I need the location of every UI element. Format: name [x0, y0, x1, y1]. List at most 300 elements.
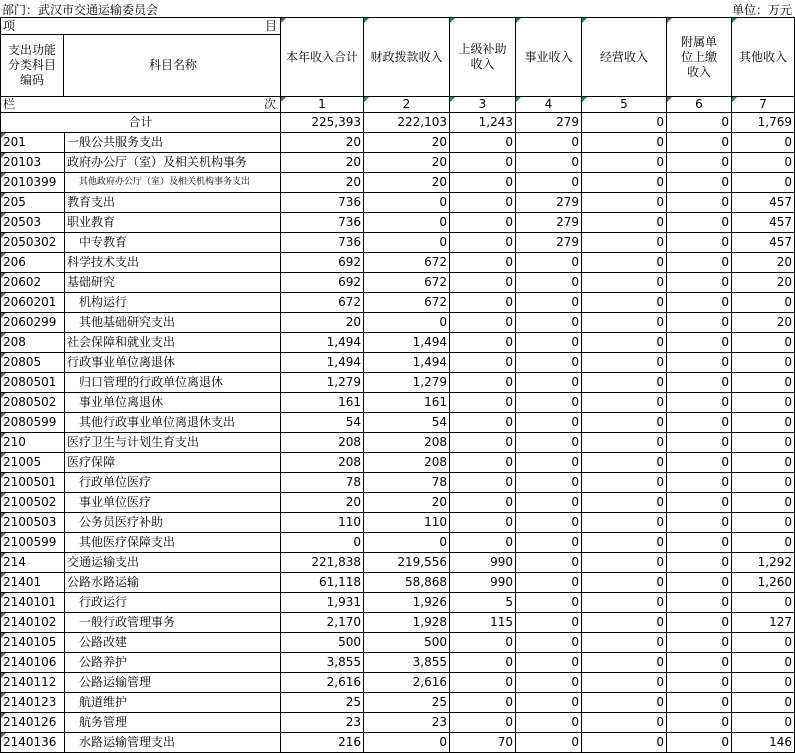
row-value: 0 [667, 573, 732, 593]
row-value: 0 [516, 513, 582, 533]
row-code: 20103 [1, 153, 65, 173]
table-row [1, 433, 795, 453]
row-value: 0 [582, 593, 667, 613]
row-value: 0 [667, 353, 732, 373]
row-code: 210 [1, 433, 65, 453]
row-code: 2080502 [1, 393, 65, 413]
col-index: 4 [516, 97, 582, 113]
row-value: 0 [450, 673, 516, 693]
row-name: 一般行政管理事务 [65, 613, 281, 633]
header-row [1, 18, 795, 97]
row-value: 58,868 [364, 573, 450, 593]
row-value: 110 [364, 513, 450, 533]
table-row [1, 413, 795, 433]
row-name: 一般公共服务支出 [65, 133, 281, 153]
row-value: 0 [516, 273, 582, 293]
row-code: 2060201 [1, 293, 65, 313]
col-index: 5 [582, 97, 667, 113]
row-value: 0 [450, 713, 516, 733]
col-header: 上级补助收入 [450, 18, 516, 97]
col-index: 6 [667, 97, 732, 113]
row-value: 0 [516, 373, 582, 393]
row-value: 20 [364, 493, 450, 513]
row-value: 161 [364, 393, 450, 413]
row-value: 0 [667, 333, 732, 353]
row-value: 279 [516, 213, 582, 233]
row-value: 70 [450, 733, 516, 753]
row-value: 0 [364, 193, 450, 213]
row-value: 0 [516, 733, 582, 753]
row-value: 0 [582, 573, 667, 593]
row-value: 127 [732, 613, 795, 633]
table-row [1, 213, 795, 233]
row-value: 1,926 [364, 593, 450, 613]
row-value: 1,494 [364, 353, 450, 373]
row-code: 2140112 [1, 673, 65, 693]
row-value: 0 [582, 173, 667, 193]
table-row [1, 513, 795, 533]
col-index: 7 [732, 97, 795, 113]
row-value: 279 [516, 193, 582, 213]
table-row [1, 293, 795, 313]
row-code: 2010399 [1, 173, 65, 193]
total-value: 222,103 [364, 113, 450, 133]
row-name: 航务管理 [65, 713, 281, 733]
row-value: 0 [582, 653, 667, 673]
row-value: 0 [667, 433, 732, 453]
table-row [1, 733, 795, 753]
row-value: 0 [450, 513, 516, 533]
row-value: 0 [450, 413, 516, 433]
total-value: 1,769 [732, 113, 795, 133]
row-value: 1,279 [364, 373, 450, 393]
row-value: 0 [516, 693, 582, 713]
row-code: 2140136 [1, 733, 65, 753]
row-value: 0 [450, 273, 516, 293]
table-row [1, 393, 795, 413]
row-value: 3,855 [364, 653, 450, 673]
row-value: 0 [364, 313, 450, 333]
row-value: 0 [582, 533, 667, 553]
row-value: 0 [450, 433, 516, 453]
lan-label: 栏 [3, 97, 16, 111]
row-value: 0 [732, 653, 795, 673]
xiang-label: 项 [3, 19, 16, 33]
row-value: 0 [516, 393, 582, 413]
row-value: 0 [281, 533, 364, 553]
row-value: 0 [450, 393, 516, 413]
row-value: 0 [582, 353, 667, 373]
row-code: 2080599 [1, 413, 65, 433]
row-value: 0 [582, 633, 667, 653]
row-value: 0 [667, 613, 732, 633]
row-value: 78 [281, 473, 364, 493]
row-value: 0 [582, 733, 667, 753]
row-value: 0 [667, 733, 732, 753]
row-value: 990 [450, 573, 516, 593]
row-code: 20602 [1, 273, 65, 293]
report-header [0, 0, 795, 17]
row-value: 0 [582, 513, 667, 533]
col-header: 其他收入 [732, 18, 795, 97]
row-name: 基础研究 [65, 273, 281, 293]
row-value: 0 [582, 253, 667, 273]
row-value: 0 [732, 333, 795, 353]
row-value: 0 [582, 673, 667, 693]
row-value: 208 [281, 453, 364, 473]
row-value: 0 [516, 153, 582, 173]
row-value: 0 [732, 473, 795, 493]
row-name: 其他行政事业单位离退休支出 [65, 413, 281, 433]
table-row [1, 473, 795, 493]
table-row [1, 633, 795, 653]
row-value: 736 [281, 193, 364, 213]
row-value: 216 [281, 733, 364, 753]
row-value: 2,616 [281, 673, 364, 693]
row-value: 54 [364, 413, 450, 433]
row-value: 1,494 [281, 333, 364, 353]
row-value: 0 [732, 433, 795, 453]
row-value: 0 [667, 173, 732, 193]
row-value: 0 [516, 333, 582, 353]
total-value: 279 [516, 113, 582, 133]
row-code: 2100599 [1, 533, 65, 553]
row-value: 0 [667, 513, 732, 533]
col-index: 2 [364, 97, 450, 113]
row-value: 0 [582, 693, 667, 713]
row-code: 20805 [1, 353, 65, 373]
row-value: 672 [281, 293, 364, 313]
row-value: 457 [732, 213, 795, 233]
row-code: 208 [1, 333, 65, 353]
code-header: 支出功能分类科目编码 [7, 43, 56, 87]
row-value: 0 [582, 453, 667, 473]
row-name: 行政事业单位离退休 [65, 353, 281, 373]
row-value: 0 [667, 713, 732, 733]
row-value: 0 [732, 133, 795, 153]
total-value: 225,393 [281, 113, 364, 133]
row-value: 20 [364, 153, 450, 173]
row-value: 0 [364, 533, 450, 553]
row-name: 医疗保障 [65, 453, 281, 473]
row-value: 0 [667, 633, 732, 653]
row-value: 208 [364, 433, 450, 453]
row-value: 692 [281, 253, 364, 273]
row-value: 221,838 [281, 553, 364, 573]
row-code: 2140105 [1, 633, 65, 653]
row-value: 0 [667, 653, 732, 673]
table-row [1, 493, 795, 513]
row-value: 0 [732, 493, 795, 513]
row-value: 457 [732, 193, 795, 213]
row-code: 2140106 [1, 653, 65, 673]
row-value: 692 [281, 273, 364, 293]
unit-label: 单位：万元 [731, 3, 792, 17]
table-row [1, 273, 795, 293]
row-value: 0 [732, 413, 795, 433]
col-index: 1 [281, 97, 364, 113]
row-code: 2140123 [1, 693, 65, 713]
row-value: 0 [667, 453, 732, 473]
row-value: 219,556 [364, 553, 450, 573]
row-value: 23 [281, 713, 364, 733]
row-name: 公路养护 [65, 653, 281, 673]
row-name: 公务员医疗补助 [65, 513, 281, 533]
row-value: 0 [516, 413, 582, 433]
row-value: 672 [364, 253, 450, 273]
row-value: 736 [281, 233, 364, 253]
row-value: 20 [364, 133, 450, 153]
row-value: 0 [582, 293, 667, 313]
ci-label: 次 [263, 97, 276, 111]
row-value: 0 [516, 553, 582, 573]
row-value: 54 [281, 413, 364, 433]
name-header: 科目名称 [148, 58, 197, 72]
row-value: 0 [667, 373, 732, 393]
row-value: 0 [732, 593, 795, 613]
table-row [1, 253, 795, 273]
row-value: 0 [516, 133, 582, 153]
row-code: 214 [1, 553, 65, 573]
row-name: 公路水路运输 [65, 573, 281, 593]
row-value: 500 [281, 633, 364, 653]
row-name: 交通运输支出 [65, 553, 281, 573]
row-value: 0 [516, 493, 582, 513]
row-value: 0 [667, 313, 732, 333]
row-value: 0 [450, 313, 516, 333]
row-value: 0 [732, 153, 795, 173]
row-value: 0 [582, 133, 667, 153]
index-row [1, 97, 795, 113]
row-value: 1,260 [732, 573, 795, 593]
row-value: 0 [732, 633, 795, 653]
row-code: 2140102 [1, 613, 65, 633]
row-value: 0 [667, 493, 732, 513]
col-header: 本年收入合计 [281, 18, 364, 97]
row-value: 0 [364, 733, 450, 753]
row-value: 115 [450, 613, 516, 633]
row-name: 航道维护 [65, 693, 281, 713]
row-name: 其他政府办公厅（室）及相关机构事务支出 [65, 173, 281, 193]
row-code: 2050302 [1, 233, 65, 253]
row-value: 20 [281, 173, 364, 193]
row-value: 1,928 [364, 613, 450, 633]
row-code: 2140101 [1, 593, 65, 613]
row-value: 0 [450, 353, 516, 373]
row-name: 中专教育 [65, 233, 281, 253]
row-value: 0 [450, 333, 516, 353]
row-value: 161 [281, 393, 364, 413]
table-row [1, 553, 795, 573]
col-header: 事业收入 [516, 18, 582, 97]
row-value: 0 [667, 193, 732, 213]
row-value: 61,118 [281, 573, 364, 593]
row-code: 206 [1, 253, 65, 273]
row-value: 0 [582, 373, 667, 393]
row-value: 5 [450, 593, 516, 613]
row-value: 0 [732, 513, 795, 533]
row-value: 0 [667, 253, 732, 273]
row-value: 2,616 [364, 673, 450, 693]
row-value: 20 [732, 253, 795, 273]
table-row [1, 133, 795, 153]
row-value: 0 [732, 393, 795, 413]
row-value: 736 [281, 213, 364, 233]
row-value: 20 [364, 173, 450, 193]
table-row [1, 453, 795, 473]
table-row [1, 373, 795, 393]
row-code: 205 [1, 193, 65, 213]
col-header: 经营收入 [582, 18, 667, 97]
row-code: 2060299 [1, 313, 65, 333]
row-value: 20 [732, 313, 795, 333]
row-value: 208 [364, 453, 450, 473]
row-name: 归口管理的行政单位离退休 [65, 373, 281, 393]
row-value: 0 [516, 353, 582, 373]
row-value: 0 [516, 593, 582, 613]
row-value: 0 [582, 553, 667, 573]
row-value: 0 [732, 293, 795, 313]
total-value: 0 [582, 113, 667, 133]
row-code: 2100501 [1, 473, 65, 493]
row-value: 0 [450, 193, 516, 213]
row-value: 0 [732, 693, 795, 713]
row-name: 水路运输管理支出 [65, 733, 281, 753]
row-value: 0 [450, 293, 516, 313]
row-value: 0 [667, 153, 732, 173]
row-value: 78 [364, 473, 450, 493]
code-name-header-cell [1, 18, 281, 97]
row-value: 3,855 [281, 653, 364, 673]
row-value: 0 [667, 233, 732, 253]
table-row [1, 573, 795, 593]
row-name: 机构运行 [65, 293, 281, 313]
row-value: 0 [516, 433, 582, 453]
row-value: 0 [450, 133, 516, 153]
row-code: 20503 [1, 213, 65, 233]
row-value: 25 [364, 693, 450, 713]
mu-label: 目 [264, 19, 277, 33]
row-name: 行政单位医疗 [65, 473, 281, 493]
row-name: 社会保障和就业支出 [65, 333, 281, 353]
row-value: 0 [516, 573, 582, 593]
row-code: 2100503 [1, 513, 65, 533]
row-value: 0 [667, 213, 732, 233]
row-value: 0 [450, 473, 516, 493]
row-code: 2100502 [1, 493, 65, 513]
row-value: 0 [732, 373, 795, 393]
table-row [1, 353, 795, 373]
row-value: 0 [667, 393, 732, 413]
row-value: 0 [667, 133, 732, 153]
table-row [1, 193, 795, 213]
row-value: 0 [667, 673, 732, 693]
row-value: 20 [732, 273, 795, 293]
row-value: 1,494 [364, 333, 450, 353]
row-value: 0 [732, 533, 795, 553]
row-value: 0 [450, 653, 516, 673]
row-code: 21401 [1, 573, 65, 593]
row-value: 0 [450, 153, 516, 173]
row-value: 0 [450, 693, 516, 713]
row-value: 0 [516, 713, 582, 733]
row-value: 0 [667, 693, 732, 713]
row-value: 0 [732, 713, 795, 733]
row-name: 科学技术支出 [65, 253, 281, 273]
row-value: 0 [732, 353, 795, 373]
table-row [1, 613, 795, 633]
row-value: 0 [516, 673, 582, 693]
row-code: 2080501 [1, 373, 65, 393]
row-value: 672 [364, 273, 450, 293]
col-index: 3 [450, 97, 516, 113]
row-value: 0 [732, 673, 795, 693]
row-value: 20 [281, 313, 364, 333]
row-name: 政府办公厅（室）及相关机构事务 [65, 153, 281, 173]
row-value: 20 [281, 153, 364, 173]
table-row [1, 673, 795, 693]
row-value: 0 [667, 413, 732, 433]
row-value: 0 [516, 173, 582, 193]
table-row [1, 533, 795, 553]
table-row [1, 693, 795, 713]
row-value: 25 [281, 693, 364, 713]
row-value: 0 [516, 293, 582, 313]
row-value: 990 [450, 553, 516, 573]
row-code: 21005 [1, 453, 65, 473]
table-row [1, 593, 795, 613]
row-value: 0 [364, 213, 450, 233]
row-value: 20 [281, 133, 364, 153]
table-row [1, 233, 795, 253]
row-value: 0 [582, 433, 667, 453]
total-row [1, 113, 795, 133]
col-header: 财政拨款收入 [364, 18, 450, 97]
row-value: 0 [732, 453, 795, 473]
row-value: 0 [450, 373, 516, 393]
row-value: 0 [582, 273, 667, 293]
row-name: 事业单位离退休 [65, 393, 281, 413]
row-value: 0 [582, 473, 667, 493]
row-code: 2140126 [1, 713, 65, 733]
table-row [1, 313, 795, 333]
row-value: 0 [582, 393, 667, 413]
row-value: 0 [582, 713, 667, 733]
row-value: 0 [667, 553, 732, 573]
row-value: 0 [667, 593, 732, 613]
col-header: 附属单位上缴收入 [667, 18, 732, 97]
row-value: 0 [582, 493, 667, 513]
row-value: 0 [364, 233, 450, 253]
row-value: 0 [516, 473, 582, 493]
table-row [1, 173, 795, 193]
row-value: 0 [732, 173, 795, 193]
row-name: 其他基础研究支出 [65, 313, 281, 333]
total-label: 合计 [1, 113, 281, 133]
row-name: 公路运输管理 [65, 673, 281, 693]
table-row [1, 653, 795, 673]
row-value: 0 [667, 473, 732, 493]
row-name: 医疗卫生与计划生育支出 [65, 433, 281, 453]
row-value: 0 [516, 633, 582, 653]
row-name: 公路改建 [65, 633, 281, 653]
total-value: 1,243 [450, 113, 516, 133]
row-value: 0 [582, 613, 667, 633]
row-value: 672 [364, 293, 450, 313]
row-value: 0 [450, 233, 516, 253]
income-table [0, 17, 795, 753]
total-value: 0 [667, 113, 732, 133]
